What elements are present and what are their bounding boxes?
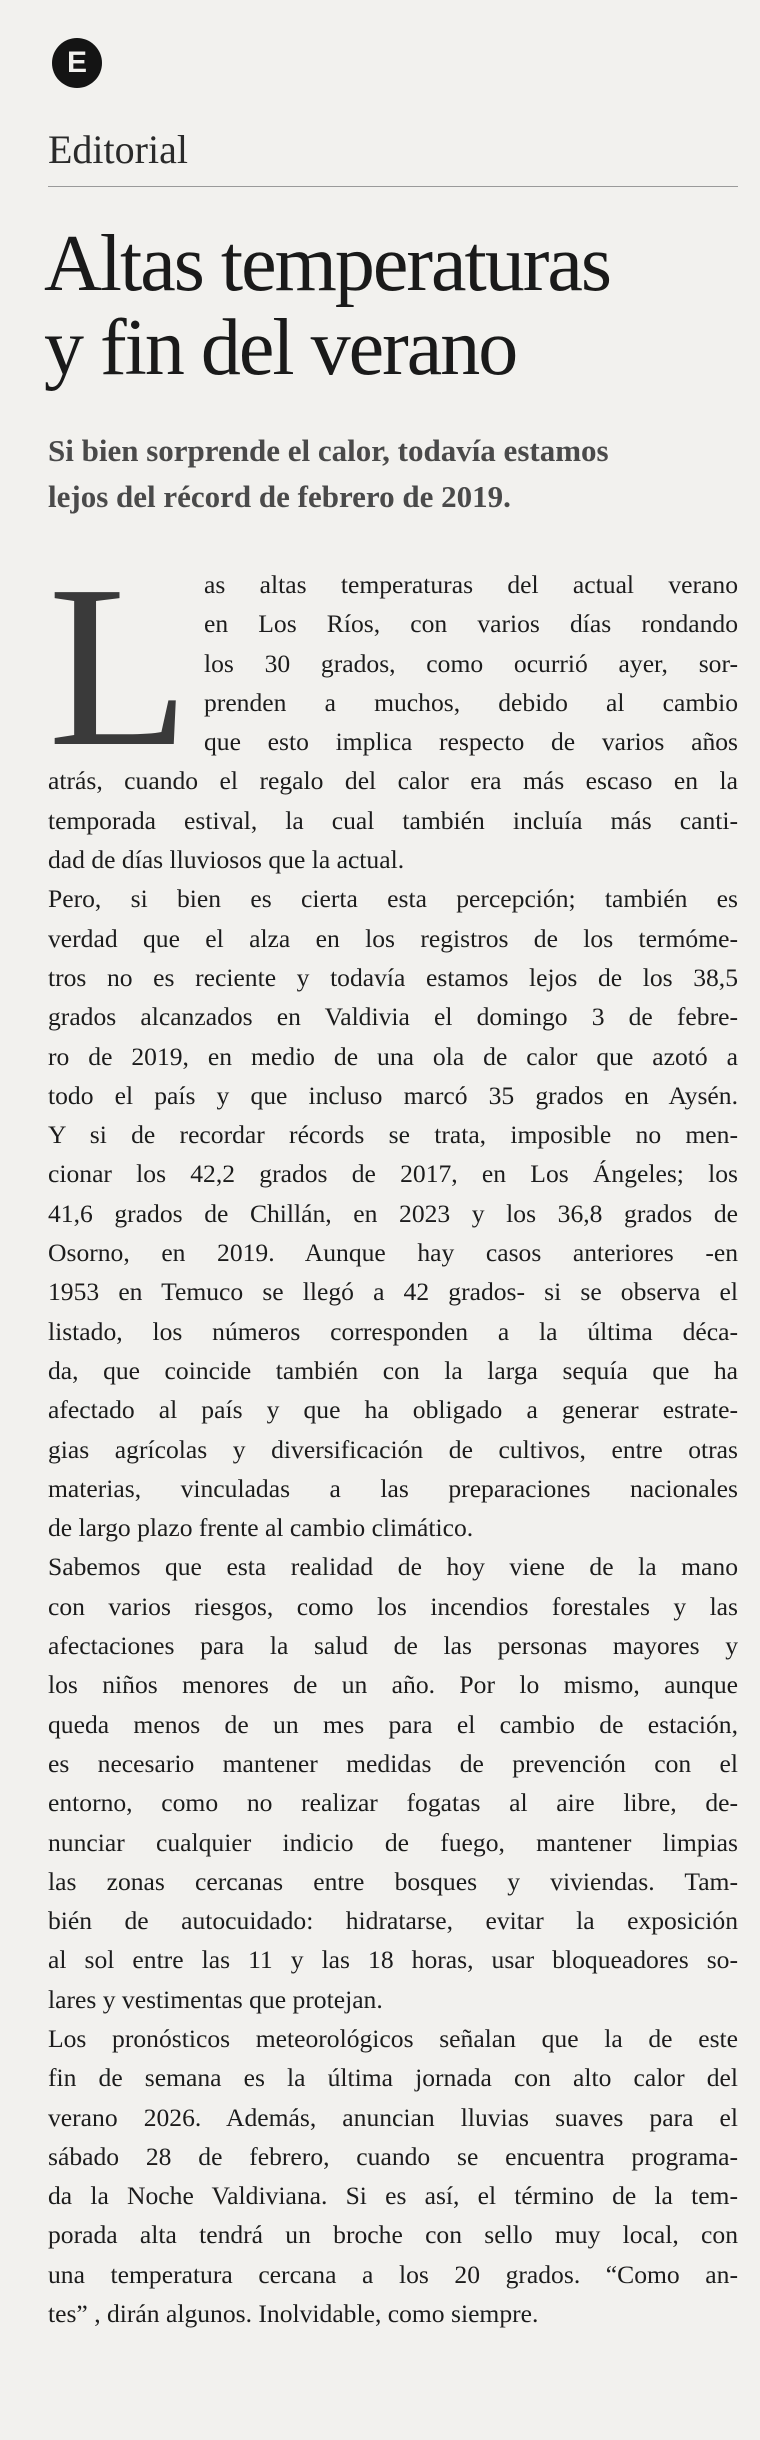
- body-line: 41,6 grados de Chillán, en 2023 y los 36,8 grados de: [48, 1198, 738, 1228]
- body-line: listado, los números corresponden a la última déca-: [48, 1316, 738, 1346]
- article-body: [48, 538, 738, 2333]
- body-line: Sabemos que esta realidad de hoy viene de la mano: [48, 1552, 738, 1582]
- body-line: Pero, si bien es cierta esta percepción; también es: [48, 884, 738, 914]
- body-line: Osorno, en 2019. Aunque hay casos anteriores -en: [48, 1238, 738, 1268]
- headline-line: Altas temperaturas: [44, 220, 610, 308]
- body-line: lares y vestimentas que protejan.: [48, 1984, 383, 2014]
- body-line: da la Noche Valdiviana. Si es así, el término de la tem-: [48, 2181, 738, 2211]
- body-line: una temperatura cercana a los 20 grados. “Como an-: [48, 2259, 738, 2289]
- body-line: queda menos de un mes para el cambio de estación,: [48, 1709, 738, 1739]
- body-line: tros no es reciente y todavía estamos lejos de los 38,5: [48, 962, 738, 992]
- section-label: Editorial: [48, 127, 188, 172]
- body-line: verano 2026. Además, anuncian lluvias suaves para el: [48, 2102, 738, 2132]
- body-line: as altas temperaturas del actual verano: [204, 570, 738, 599]
- body-line: que esto implica respecto de varios años: [204, 727, 738, 757]
- body-line: temporada estival, la cual también incluía más canti-: [48, 805, 738, 835]
- body-line: al sol entre las 11 y las 18 horas, usar bloqueadores so-: [48, 1945, 738, 1975]
- subheadline: [48, 428, 738, 520]
- body-line: afectaciones para la salud de las personas mayores y: [48, 1631, 738, 1661]
- body-line: entorno, como no realizar fogatas al aire libre, de-: [48, 1788, 738, 1818]
- body-line: las zonas cercanas entre bosques y viviendas. Tam-: [48, 1866, 738, 1896]
- body-line: nunciar cualquier indicio de fuego, mantener limpias: [48, 1827, 738, 1857]
- body-line: los 30 grados, como ocurrió ayer, sor-: [204, 648, 738, 678]
- body-line: grados alcanzados en Valdivia el domingo 3 de febre-: [48, 1002, 738, 1032]
- section-divider: [48, 186, 738, 187]
- body-line: 1953 en Temuco se llegó a 42 grados- si se observa el: [48, 1277, 738, 1307]
- body-line: Y si de recordar récords se trata, imposible no men-: [48, 1120, 738, 1150]
- body-line: todo el país y que incluso marcó 35 grados en Aysén.: [48, 1080, 738, 1110]
- body-line: Los pronósticos meteorológicos señalan que la de este: [48, 2023, 738, 2053]
- body-line: sábado 28 de febrero, cuando se encuentra programa-: [48, 2141, 738, 2171]
- subheadline-line: Si bien sorprende el calor, todavía estamos: [48, 433, 609, 468]
- body-line: bién de autocuidado: hidratarse, evitar la exposición: [48, 1906, 738, 1936]
- section-badge: E: [52, 38, 102, 88]
- headline-line: y fin del verano: [44, 304, 517, 392]
- body-line: fin de semana es la última jornada con alto calor del: [48, 2063, 738, 2093]
- body-line: cionar los 42,2 grados de 2017, en Los Ángeles; los: [48, 1159, 738, 1189]
- body-line: de largo plazo frente al cambio climático.: [48, 1513, 474, 1543]
- body-line: materias, vinculadas a las preparaciones nacionales: [48, 1473, 738, 1503]
- body-line: verdad que el alza en los registros de los termóme-: [48, 923, 738, 953]
- body-line: prenden a muchos, debido al cambio: [204, 687, 738, 717]
- body-line: en Los Ríos, con varios días rondando: [204, 609, 738, 639]
- body-line: con varios riesgos, como los incendios forestales y las: [48, 1591, 738, 1621]
- body-line: ro de 2019, en medio de una ola de calor que azotó a: [48, 1041, 738, 1071]
- body-line: atrás, cuando el regalo del calor era más escaso en la: [48, 766, 738, 796]
- body-line: porada alta tendrá un broche con sello muy local, con: [48, 2220, 738, 2250]
- body-line: es necesario mantener medidas de prevención con el: [48, 1748, 738, 1778]
- drop-cap: L: [48, 538, 190, 795]
- subheadline-line: lejos del récord de febrero de 2019.: [48, 479, 511, 514]
- body-line: gias agrícolas y diversificación de cultivos, entre otras: [48, 1434, 738, 1464]
- body-line: tes” , dirán algunos. Inolvidable, como siempre.: [48, 2299, 539, 2329]
- headline: [44, 222, 744, 390]
- body-line: afectado al país y que ha obligado a generar estrate-: [48, 1395, 738, 1425]
- body-line: dad de días lluviosos que la actual.: [48, 845, 405, 875]
- body-line: los niños menores de un año. Por lo mismo, aunque: [48, 1670, 738, 1700]
- body-line: da, que coincide también con la larga sequía que ha: [48, 1355, 738, 1385]
